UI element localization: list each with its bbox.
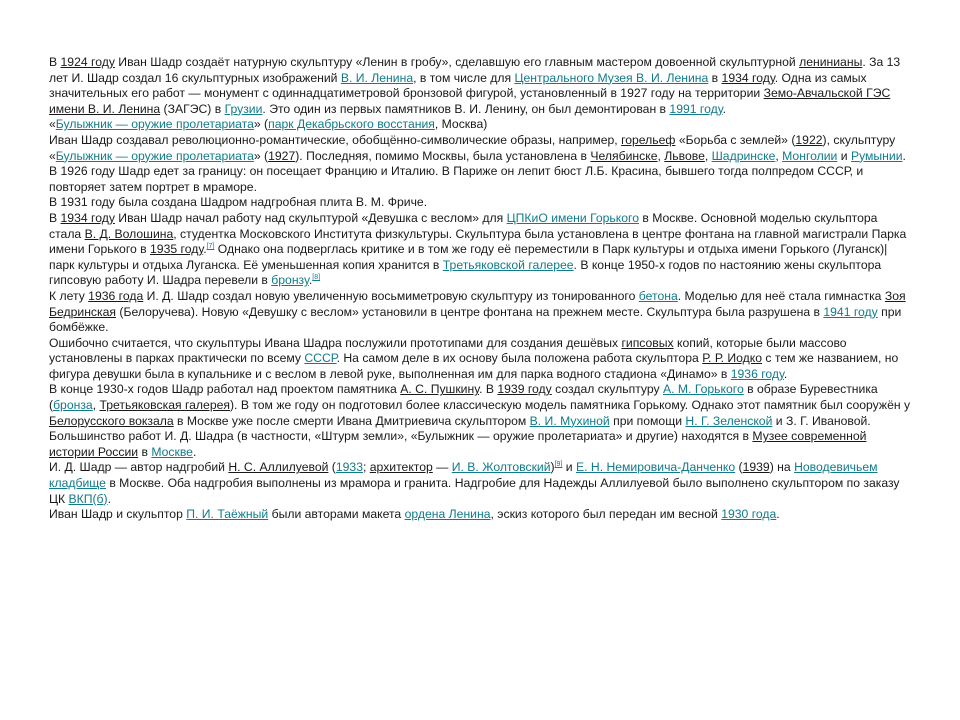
- text-run: Иван Шадр и скульптор: [49, 507, 187, 522]
- text-run: .: [722, 101, 726, 116]
- paragraph: [49, 164, 911, 195]
- footnote-ref[interactable]: [7]: [206, 243, 215, 251]
- text-run: . В конце 1950-х годов по настоянию жены скульптора гипсовую работу И. Шадра перевели в: [49, 257, 882, 288]
- text-run: Однако она подверглась критике и в том же году её переместили в Парк культуры и отдыха имени Горького (Луганск)|парк культуры и отдыха Луганска. Её уменьшенная копия хранится в: [49, 242, 888, 272]
- text-run: ,: [775, 148, 783, 163]
- article-link[interactable]: ордена Ленина: [404, 507, 491, 522]
- paragraph: [49, 133, 911, 164]
- article-link[interactable]: Новодевичьем кладбище: [49, 460, 878, 491]
- text-run: » (: [253, 117, 269, 132]
- text-run: в: [708, 70, 722, 85]
- underlined-term: горельеф: [621, 132, 676, 147]
- underlined-term: 1934 году: [721, 70, 775, 85]
- paragraph: [49, 382, 911, 429]
- article-link[interactable]: ЦПКиО имени Горького: [506, 210, 639, 225]
- text-run: ). В том же году он подготовил более классическую модель памятника Горькому. Однако этот памятник был сооружён у: [229, 398, 911, 413]
- underlined-term: ленинианы: [799, 55, 863, 69]
- text-run: —: [432, 460, 452, 475]
- text-run: в Москве уже после смерти Ивана Дмитриевича скульптором: [173, 413, 530, 428]
- text-run: Иван Шадр создаёт натурную скульптуру «Ленин в гробу», сделавшую его главным мастером довоенной скульптурной: [114, 55, 800, 69]
- article-text: [49, 55, 911, 523]
- underlined-term: 1924 году: [60, 55, 115, 69]
- underlined-term: архитектор: [369, 460, 433, 475]
- text-run: .: [783, 366, 788, 381]
- text-run: .: [308, 273, 313, 288]
- underlined-term: гипсовых: [621, 335, 674, 350]
- footnote-ref[interactable]: [9]: [554, 461, 563, 469]
- article-link[interactable]: Е. Н. Немировича-Данченко: [576, 460, 736, 475]
- text-run: . В: [479, 382, 498, 397]
- underlined-term: Н. С. Аллилуевой: [228, 460, 329, 475]
- text-run: Иван Шадр начал работу над скульптурой «Девушка с веслом» для: [114, 210, 507, 225]
- text-run: . За 13 лет И. Шадр создал 16 скульптурных изображений: [49, 55, 901, 85]
- text-run: . Это один из первых памятников В. И. Ленину, он был демонтирован в: [262, 101, 670, 116]
- article-link[interactable]: 1991 году: [669, 101, 723, 116]
- article-link[interactable]: СССР: [304, 351, 337, 366]
- article-link[interactable]: Булыжник — оружие пролетариата: [55, 117, 254, 132]
- paragraph: [49, 211, 911, 289]
- article-link[interactable]: ВКП(б): [68, 491, 108, 506]
- article-link[interactable]: 1930 года: [721, 507, 777, 522]
- article-link[interactable]: парк Декабрьского восстания: [268, 117, 435, 132]
- text-run: ), скульптуру «: [49, 132, 896, 163]
- text-run: » (: [253, 148, 269, 163]
- underlined-term: Челябинске: [590, 148, 658, 163]
- text-run: с тем же названием, но фигура девушки была в купальнике и с веслом в левой руке, выполненная им для парка водного стадиона «Динамо» в: [49, 351, 899, 381]
- article-link[interactable]: А. М. Горького: [663, 382, 744, 397]
- text-run: .: [776, 507, 780, 522]
- underlined-term: В. Д. Волошина: [84, 226, 174, 241]
- text-run: и З. Г. Ивановой.: [772, 413, 871, 428]
- underlined-term: Музее современной истории России: [49, 429, 867, 459]
- text-run: при помощи: [609, 413, 686, 428]
- text-run: ,: [92, 398, 100, 413]
- text-run: «Борьба с землей» (: [675, 132, 796, 147]
- underlined-term: Львове: [664, 148, 705, 163]
- article-link[interactable]: П. И. Таёжный: [186, 507, 269, 522]
- text-run: были авторами макета: [268, 507, 405, 522]
- text-run: создал скульптуру: [551, 382, 663, 397]
- text-run: И. Д. Шадр создал новую увеличенную восьмиметровую скульптуру из тонированного: [143, 288, 639, 303]
- text-run: , студентка Московского Института физкультуры. Скульптура была установлена в центре фонтана на главной магистрали Парка имени Горького в: [49, 226, 907, 257]
- text-run: В: [49, 55, 61, 69]
- paragraph: [49, 507, 911, 523]
- underlined-term: Зоя Бедринская: [49, 288, 906, 319]
- article-link[interactable]: Грузии: [224, 101, 263, 116]
- article-link[interactable]: Центрального Музея В. И. Ленина: [514, 70, 709, 85]
- paragraph: [49, 55, 911, 117]
- underlined-term: 1939 году: [497, 382, 552, 397]
- article-link[interactable]: 1941 году: [823, 304, 878, 319]
- article-link[interactable]: И. В. Жолтовский: [451, 460, 551, 475]
- text-run: И. Д. Шадр — автор надгробий: [49, 460, 229, 475]
- underlined-term: Р. Р. Иодко: [702, 351, 763, 366]
- paragraph: [49, 117, 911, 133]
- text-run: в Москве. Оба надгробия выполнены из мрамора и гранита. Надгробие для Надежды Аллилуевой было выполнено скульптором по заказу ЦК: [49, 476, 900, 506]
- article-link[interactable]: Н. Г. Зеленской: [685, 413, 773, 428]
- text-run: и: [837, 148, 851, 163]
- article-link[interactable]: 1936 году: [730, 366, 784, 381]
- text-run: копий, которые были массово установлены в парках практически по всему: [49, 335, 847, 366]
- article-link[interactable]: бронза: [53, 398, 93, 413]
- text-run: в образе Буревестника (: [49, 382, 878, 413]
- underlined-term: 1939: [742, 460, 770, 475]
- paragraph: [49, 429, 911, 460]
- article-link[interactable]: Румынии: [850, 148, 903, 163]
- text-run: .: [203, 242, 207, 257]
- text-run: ): [550, 460, 555, 475]
- text-run: . Одна из самых значительных его работ — монумент с одиннадцатиметровой бронзовой фигурой, установленный в 1927 году на территории: [49, 70, 867, 101]
- text-run: . На самом деле в их основу была положена работа скульптора: [336, 351, 703, 366]
- article-link[interactable]: Шадринске: [711, 148, 776, 163]
- underlined-term: 1934 году: [60, 210, 115, 225]
- footnote-ref[interactable]: [8]: [312, 274, 321, 282]
- text-run: Иван Шадр создавал революционно-романтические, обобщённо-символические образы, например,: [49, 132, 622, 147]
- text-run: В 1926 году Шадр едет за границу: он посещает Францию и Италию. В Париже он лепит бюст Л.Б. Красина, бывшего тогда полпредом СССР, и повторяет затем портрет в мраморе.: [49, 164, 864, 194]
- text-run: (ЗАГЭС) в: [160, 101, 225, 116]
- text-run: В конце 1930-х годов Шадр работал над проектом памятника: [49, 382, 401, 397]
- article-link[interactable]: 1933: [335, 460, 363, 475]
- text-run: В 1931 году была создана Шадром надгробная плита В. М. Фриче.: [49, 195, 428, 210]
- article-link[interactable]: Москве: [151, 444, 193, 459]
- article-link[interactable]: В. И. Мухиной: [529, 413, 610, 428]
- underlined-term: 1935 году: [150, 242, 204, 257]
- text-run: .: [192, 444, 197, 459]
- text-run: , эскиз которого был передан им весной: [490, 507, 722, 522]
- text-run: (: [735, 460, 743, 475]
- text-run: «: [49, 117, 56, 132]
- underlined-term: 1922: [795, 132, 823, 147]
- paragraph: [49, 289, 911, 336]
- text-run: ;: [363, 460, 370, 475]
- text-run: , в том числе для: [413, 70, 515, 85]
- text-run: (Белоручева). Новую «Девушку с веслом» установили в центре фонтана на прежнем месте. Скульптура была разрушена в: [116, 304, 824, 319]
- paragraph: [49, 195, 911, 211]
- underlined-term: А. С. Пушкину: [400, 382, 480, 397]
- text-run: В: [49, 210, 61, 225]
- article-link[interactable]: Монголии: [782, 148, 838, 163]
- article-link[interactable]: В. И. Ленина: [340, 70, 414, 85]
- text-run: ). Последняя, помимо Москвы, была установлена в: [295, 148, 591, 163]
- article-link[interactable]: Третьяковской галерее: [442, 257, 574, 272]
- text-run: . Моделью для неё стала гимнастка: [677, 288, 885, 303]
- text-run: , Москва): [434, 117, 488, 132]
- text-run: .: [107, 491, 111, 506]
- underlined-term: Белорусского вокзала: [49, 413, 174, 428]
- paragraph: [49, 336, 911, 383]
- article-link[interactable]: бетона: [638, 288, 678, 303]
- text-run: Ошибочно считается, что скульптуры Ивана Шадра послужили прототипами для создания дешёвых: [49, 335, 622, 350]
- underlined-term: 1936 года: [88, 288, 144, 303]
- article-link[interactable]: бронзу: [271, 273, 309, 288]
- text-run: К лету: [49, 288, 89, 303]
- text-run: в: [138, 444, 152, 459]
- text-run: и: [562, 460, 576, 475]
- text-run: при бомбёжке.: [49, 304, 902, 335]
- paragraph: [49, 460, 911, 507]
- article-link[interactable]: Булыжник — оружие пролетариата: [55, 148, 254, 163]
- text-run: ,: [704, 148, 712, 163]
- underlined-term: 1927: [268, 148, 296, 163]
- text-run: ,: [657, 148, 665, 163]
- text-run: Большинство работ И. Д. Шадра (в частности, «Штурм земли», «Булыжник — оружие пролетариата» и другие) находятся в: [49, 429, 753, 444]
- text-run: в Москве. Основной моделью скульптора стала: [49, 210, 878, 241]
- text-run: (: [328, 460, 336, 475]
- underlined-term: Земо-Авчальской ГЭС имени В. И. Ленина: [49, 86, 891, 116]
- underlined-term: Третьяковская галерея: [99, 398, 230, 413]
- text-run: .: [902, 148, 906, 163]
- text-run: ) на: [769, 460, 795, 475]
